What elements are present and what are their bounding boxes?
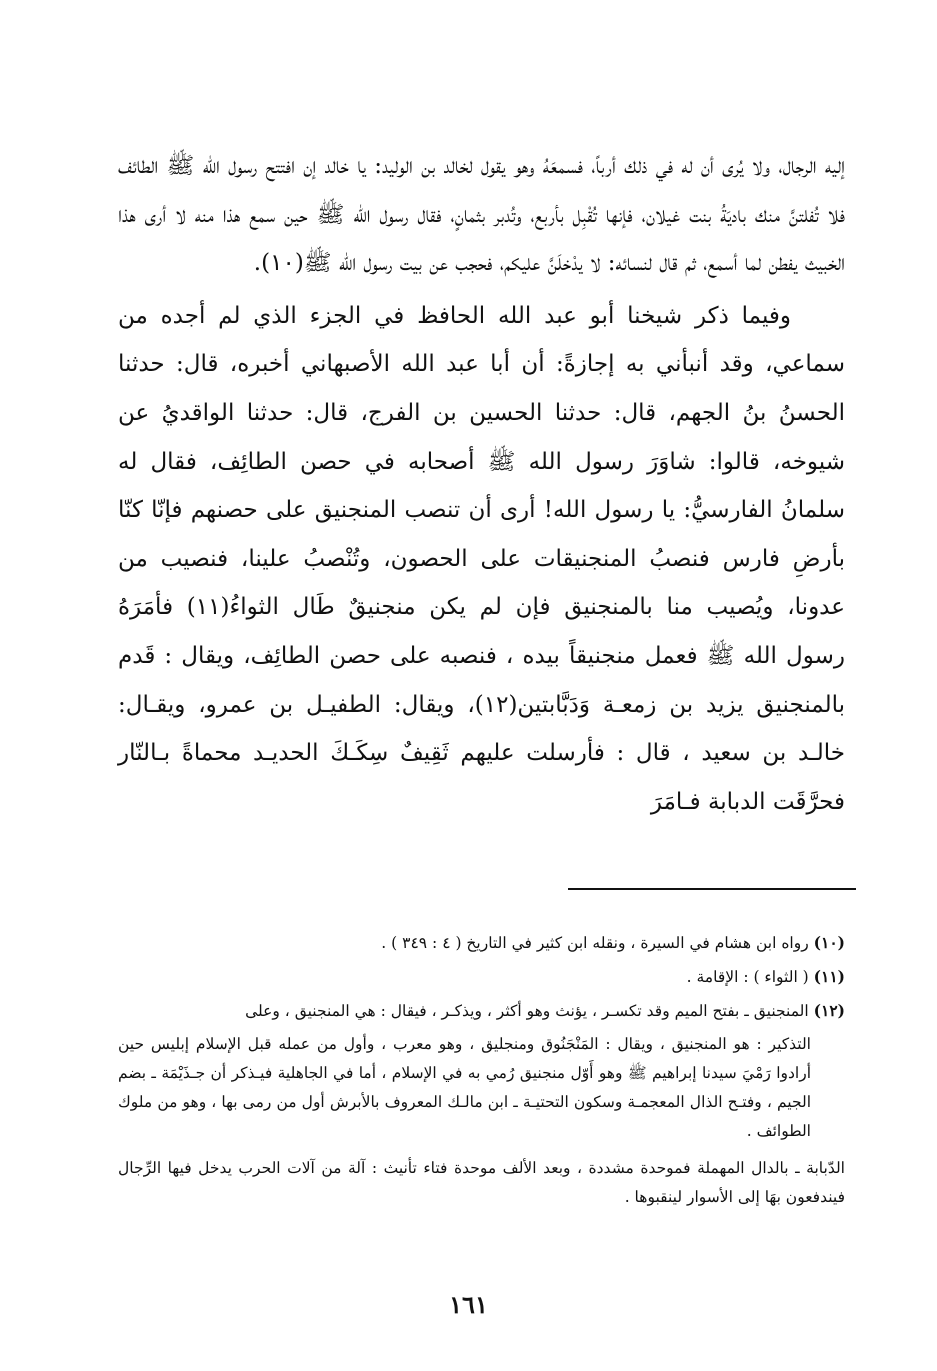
footnote-text: المنجنيق ـ بفتح الميم وقد تكسـر ، يؤنث وهو أكثر ، ويذكـر ، فيقال : هي المنجنيق ، وعلى — [245, 1002, 809, 1020]
footnote-10 — [118, 928, 845, 958]
footnote-11 — [118, 962, 845, 992]
main-text — [118, 142, 845, 826]
footnote-number: (١٢) — [813, 1001, 845, 1020]
footnotes — [118, 928, 845, 1212]
footnote-number: (١٠) — [813, 933, 845, 952]
footnote-12-extra: الدّبابة ـ بالدال المهملة فموحدة مشددة ، وبعد الألف موحدة فتاء تأنيث : آلة من آلات الحرب يدخل فيها الرِّجال فيندفعون بهَا إلى الأسوار لينقبوها . — [118, 1159, 845, 1206]
footnote-12-continuation: التذكير : هو المنجنيق ، ويقال : المَنْجَنُوق ومنجليق ، وهو معرب ، وأول من عمله قبل الإسلام إبليس حين أرادوا رَمْيَ سيدنا إبراهيم ﷺ وهو أَوّل منجنيق رُمي به في الإسلام ، أما في الجاهلية فيـذكر أن جـذَيْمَة ـ بضم الجيم ، وفتـح الذال المعجمـة وسكون التحتيـة ـ ابن مالـك المعروف بالأبرش أول من رمى بها ، وهو من ملوك الطوائف . — [118, 1035, 811, 1140]
page-number: ١٦١ — [449, 1290, 488, 1319]
footnote-number: (١١) — [813, 967, 845, 986]
footnote-text: رواه ابن هشام في السيرة ، ونقله ابن كثير في التاريخ ( ٤ : ٣٤٩ ) . — [381, 934, 809, 952]
footnote-12 — [118, 996, 845, 1026]
paragraph-1: إليه الرجال، ولا يُرى أن له في ذلك أرباً، فسمعَهُ وهو يقول لخالد بن الوليد: يا خالد إن افتتح رسول الله ﷺ الطائف فلا تُفلتنَّ منك باديَةُ بنت غيلان، فإنها تُقْبِل بأربع، وتُدبر بثمانٍ، فقال رسول الله ﷺ حين سمع هذا منه لا أرى هذا الخبيث يفطن لما أسمع، ثم قال لنسائه: لا يدْخلَنَّ عليكم، فحجب عن بيت رسول الله ﷺ(١٠). — [118, 153, 845, 277]
paragraph-2: وفيما ذكر شيخنا أبو عبد الله الحافظ في الجزء الذي لم أجده من سماعي، وقد أنبأني به إجازةً: أن أبا عبد الله الأصبهاني أخبره، قال: حدثنا الحسنُ بنُ الجهم، قال: حدثنا الحسين بن الفرج، قال: حدثنا الواقديُ عن شيوخه، قالوا: شاوَرَ رسول الله ﷺ أصحابه في حصن الطائِف، فقال له سلمانُ الفارسيُّ: يا رسول الله! أرى أن تنصب المنجنيق على حصنهم فإنّا كنّا بأرضِ فارس فنصبُ المنجنيقات على الحصون، وتُنْصبُ علينا، فنصيب من عدونا، ويُصيب منا بالمنجنيق فإن لم يكن منجنيقٌ طَال الثواءُ(١١) فأمَرَهُ رسول الله ﷺ فعمل منجنيقاً بيده ، فنصبه على حصن الطائِف، ويقال : قَدم بالمنجنيق يزيد بن زمعـة وَدَبَّابتين(١٢)، ويقال: الطفيـل بن عمرو، ويقـال: خالـد بن سعيد ، قال : فأرسلت عليهم ثَقِيفٌ سِكَـكَ الحديـد محماةً بـالنّار فحرَّقَت الدبابة فـامَرَ — [118, 302, 845, 815]
footnote-text: ( الثواء ) : الإقامة . — [686, 968, 809, 986]
footnote-separator — [568, 888, 856, 890]
